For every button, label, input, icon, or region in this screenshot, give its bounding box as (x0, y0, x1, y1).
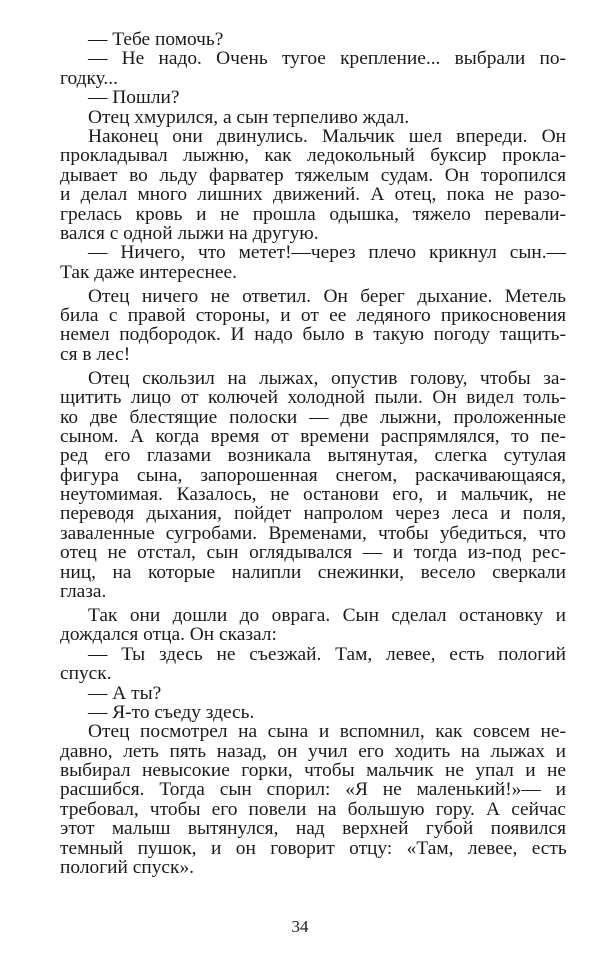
text-line: вался с одной лыжи на другую. (60, 222, 319, 244)
page-number: 34 (291, 917, 309, 936)
text-line: дождался отца. Он сказал: (60, 624, 277, 646)
text-line: сыном. А когда время от времени распрямлялся, то пе- (60, 425, 566, 447)
text-line: Так даже интереснее. (60, 261, 237, 283)
text-line: — А ты? (88, 682, 162, 704)
text-line: — Не надо. Очень тугое крепление... выбрали по- (88, 48, 566, 70)
text-line: — Пошли? (88, 87, 180, 109)
text-line: давно, леть пять назад, он учил его ходить на лыжах и (60, 740, 566, 762)
text-line: Отец ничего не ответил. Он берег дыхание. Метель (88, 285, 566, 307)
text-line: переводя дыхания, пойдет напролом через леса и поля, (60, 503, 566, 525)
text-line: расшибся. Тогда сын спорил: «Я не маленький!»— и (60, 779, 566, 801)
text-line: — Ты здесь не съезжай. Там, левее, есть пологий (88, 643, 566, 665)
text-line: прокладывал лыжню, как ледокольный буксир прокла- (60, 145, 566, 167)
text-line: годку... (60, 67, 118, 89)
text-line: — Ничего, что метет!—через плечо крикнул сын.— (88, 242, 566, 264)
text-line: фигура сына, запорошенная снегом, раскачивающаяся, (60, 464, 566, 486)
text-line: Отец хмурился, а сын терпеливо ждал. (88, 106, 410, 128)
text-line: — Тебе помочь? (88, 29, 224, 50)
text-line: выбирал невысокие горки, чтобы мальчик не упал и не (60, 760, 566, 782)
text-line: щитить лицо от колючей холодной пыли. Он видел толь- (60, 387, 566, 409)
text-line: Так они дошли до оврага. Сын сделал остановку и (88, 604, 566, 626)
text-line: ниц, на которые налипли снежинки, весело сверкали (60, 561, 566, 583)
text-line: глаза. (60, 581, 107, 603)
text-line: Отец скользил на лыжах, опустив голову, чтобы за- (88, 367, 566, 389)
text-line: дывает во льду фарватер тяжелым судам. Он торопился (60, 164, 566, 186)
text-line: грелась кровь и не прошла одышка, тяжело перевали- (60, 203, 566, 225)
text-line: неутомимая. Казалось, не останови его, и мальчик, не (60, 484, 566, 506)
text-line: била с правой стороны, и от ее ледяного прикосновения (60, 305, 566, 327)
text-line: темный пушок, и он говорит отцу: «Там, левее, есть (60, 837, 566, 859)
text-line: отец не отстал, сын оглядывался — и тогда из-под рес- (60, 542, 566, 564)
text-line: и делал много лишних движений. А отец, пока не разо- (60, 184, 566, 206)
page-text (60, 30, 566, 877)
text-line: Отец посмотрел на сына и вспомнил, как совсем не- (88, 721, 566, 743)
text-line: Наконец они двинулись. Мальчик шел впереди. Он (88, 125, 566, 147)
text-line: — Я-то съеду здесь. (88, 701, 255, 723)
text-line: пологий спуск». (60, 857, 194, 879)
text-line: ся в лес! (60, 343, 131, 365)
text-line: требовал, чтобы его повели на большую гору. А сейчас (60, 798, 566, 820)
text-line: заваленные сугробами. Временами, чтобы убедиться, что (60, 522, 566, 544)
text-line: ред его глазами возникала вытянутая, слегка сутулая (60, 445, 566, 467)
text-line: ко две блестящие полоски — две лыжни, проложенные (60, 406, 566, 428)
text-line: немел подбородок. И надо было в такую погоду тащить- (60, 324, 566, 346)
text-line: этот малыш вытянулся, над верхней губой появился (60, 818, 566, 840)
text-line: спуск. (60, 663, 112, 685)
